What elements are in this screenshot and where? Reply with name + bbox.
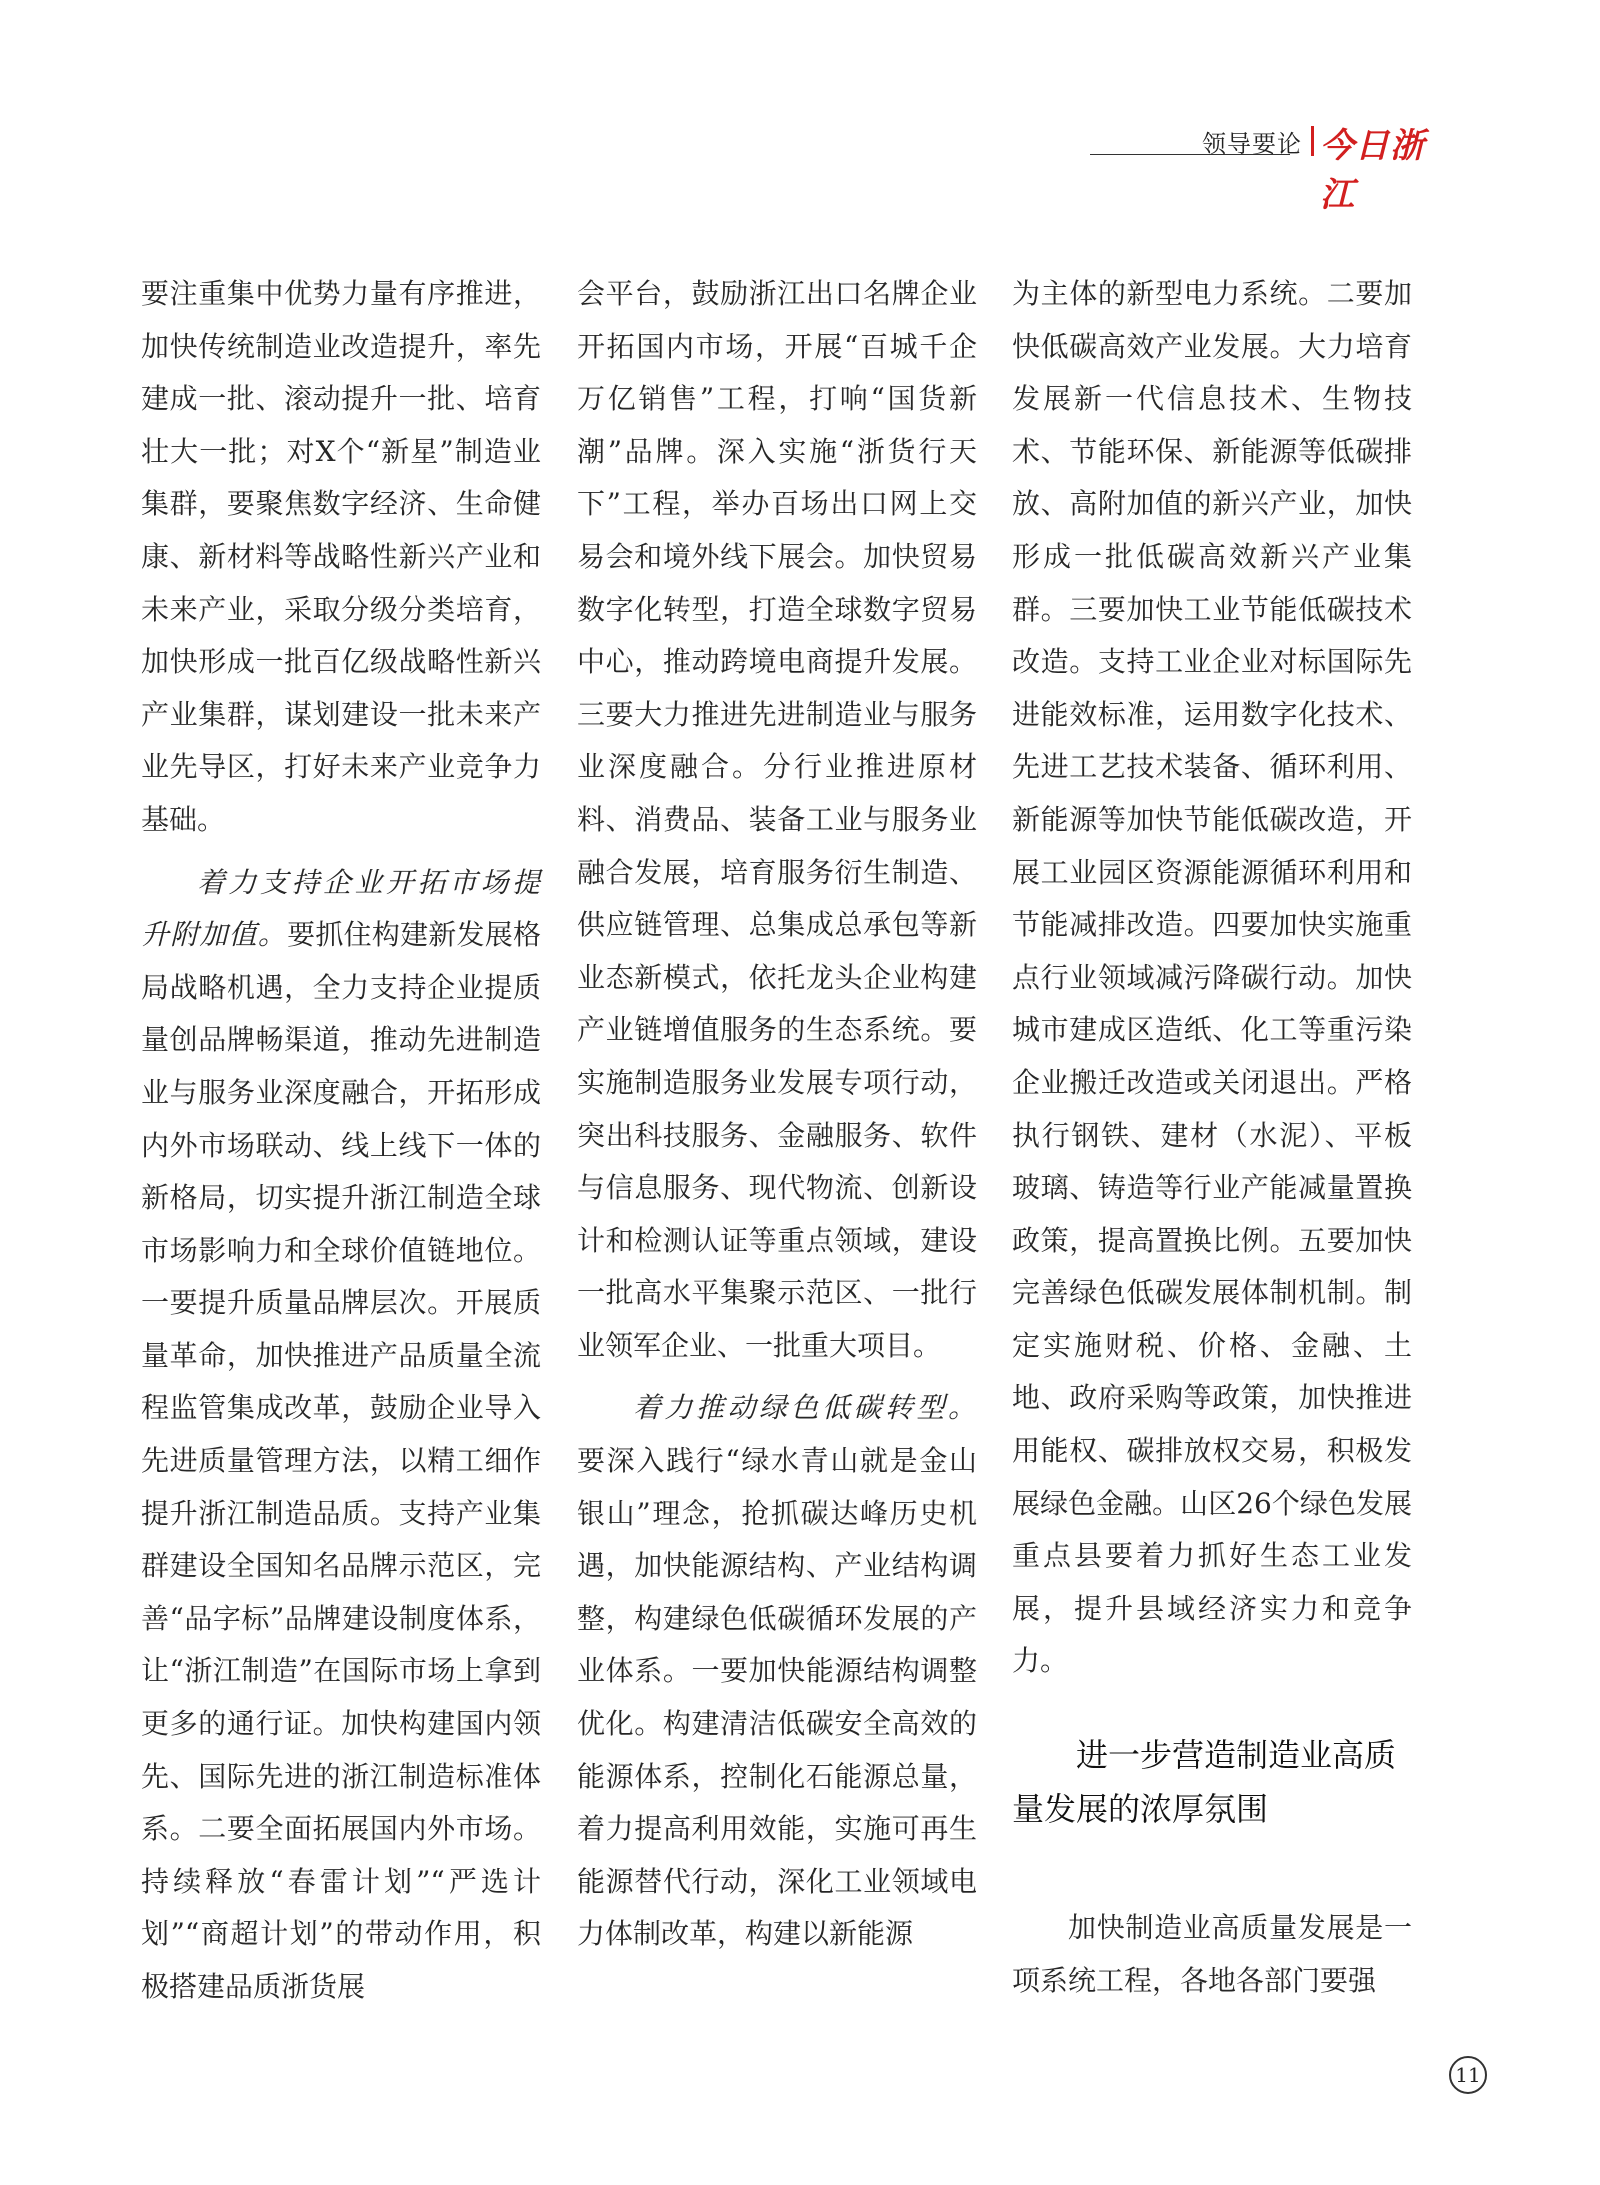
paragraph-lead: 着力推动绿色低碳转型。	[633, 1391, 977, 1425]
paragraph-body: 要抓住构建新发展格局战略机遇，全力支持企业提质量创品牌畅渠道，推动先进制造业与服务业深度融合，开拓形成内外市场联动、线上线下一体的新格局，切实提升浙江制造全球市场影响力和全球价值链地位。一要提升质量品牌层次。开展质量革命，加快推进产品质量全流程监管集成改革，鼓励企业导入先进质量管理方法，以精工细作提升浙江制造品质。支持产业集群建设全国知名品牌示范区，完善“品字标”品牌建设制度体系，让“浙江制造”在国际市场上拿到更多的通行证。加快构建国内领先、国际先进的浙江制造标准体系。二要全面拓展国内外市场。持续释放“春雷计划”“严选计划”“商超计划”的带动作用，积极搭建品质浙货展	[141, 918, 541, 2003]
paragraph	[141, 857, 541, 2014]
header-divider	[1311, 126, 1314, 156]
paragraph: 要注重集中优势力量有序推进，加快传统制造业改造提升，率先建成一批、滚动提升一批、培育壮大一批；对X个“新星”制造业集群，要聚焦数字经济、生命健康、新材料等战略性新兴产业和未来产业，采取分级分类培育，加快形成一批百亿级战略性新兴产业集群，谋划建设一批未来产业先导区，打好未来产业竞争力基础。	[141, 277, 541, 836]
column-1	[141, 268, 541, 2014]
section-title: 领导要论	[1202, 130, 1302, 158]
paragraph: 为主体的新型电力系统。二要加快低碳高效产业发展。大力培育发展新一代信息技术、生物技术、节能环保、新能源等低碳排放、高附加值的新兴产业，加快形成一批低碳高效新兴产业集群。三要加快工业节能低碳技术改造。支持工业企业对标国际先进能效标准，运用数字化技术、先进工艺技术装备、循环利用、新能源等加快节能低碳改造，开展工业园区资源能源循环利用和节能减排改造。四要加快实施重点行业领域减污降碳行动。加快城市建成区造纸、化工等重污染企业搬迁改造或关闭退出。严格执行钢铁、建材（水泥）、平板玻璃、铸造等行业产能减量置换政策，提高置换比例。五要加快完善绿色低碳发展体制机制。制定实施财税、价格、金融、土地、政府采购等政策，加快推进用能权、碳排放权交易，积极发展绿色金融。山区26个绿色发展重点县要着力抓好生态工业发展，提升县域经济实力和竞争力。	[1012, 277, 1412, 1678]
paragraph-body: 要深入践行“绿水青山就是金山银山”理念，抢抓碳达峰历史机遇，加快能源结构、产业结构调整，构建绿色低碳循环发展的产业体系。一要加快能源结构调整优化。构建清洁低碳安全高效的能源体系，控制化石能源总量，着力提高利用效能，实施可再生能源替代行动，深化工业领域电力体制改革，构建以新能源	[577, 1444, 977, 1951]
section-heading: 进一步营造制造业高质量发展的浓厚氛围	[1012, 1736, 1397, 1829]
paragraph-lead: 着力支持企业开拓市场提升附加值。	[141, 865, 541, 952]
paragraph: 加快制造业高质量发展是一项系统工程，各地各部门要强	[1012, 1911, 1412, 1997]
paragraph: 会平台，鼓励浙江出口名牌企业开拓国内市场，开展“百城千企万亿销售”工程，打响“国货新潮”品牌。深入实施“浙货行天下”工程，举办百场出口网上交易会和境外线下展会。加快贸易数字化转型，打造全球数字贸易中心，推动跨境电商提升发展。三要大力推进先进制造业与服务业深度融合。分行业推进原材料、消费品、装备工业与服务业融合发展，培育服务衍生制造、供应链管理、总集成总承包等新业态新模式，依托龙头企业构建产业链增值服务的生态系统。要实施制造服务业发展专项行动，突出科技服务、金融服务、软件与信息服务、现代物流、创新设计和检测认证等重点领域，建设一批高水平集聚示范区、一批行业领军企业、一批重大项目。	[577, 277, 977, 1362]
paragraph	[577, 1382, 977, 1961]
column-3	[1012, 268, 1412, 2007]
page-header	[1090, 122, 1442, 215]
page-number: 11	[1449, 2056, 1487, 2094]
column-2	[577, 268, 977, 1961]
magazine-logo: 今日浙江	[1320, 126, 1425, 215]
